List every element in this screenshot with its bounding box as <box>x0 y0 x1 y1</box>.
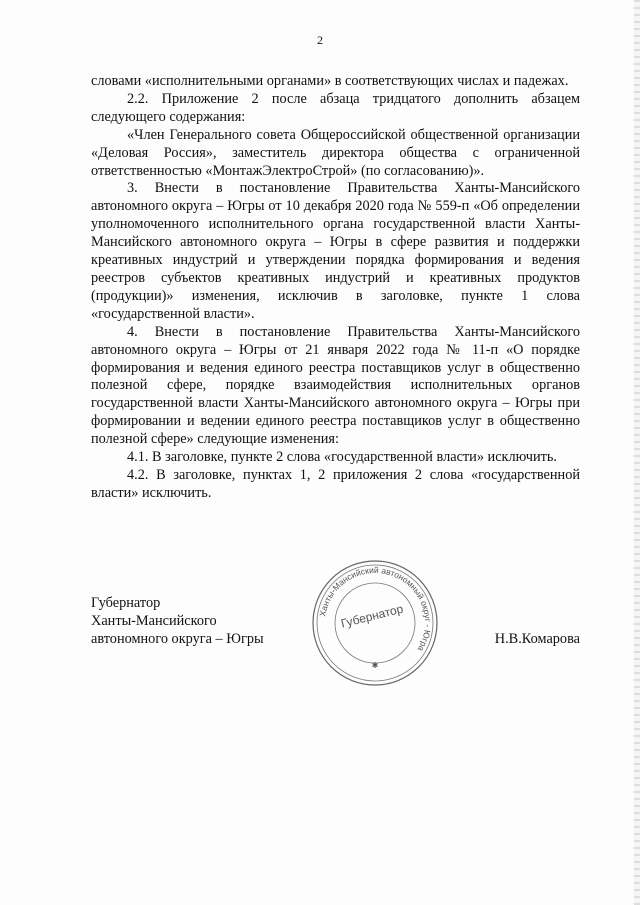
document-body <box>91 73 580 503</box>
page-number: 2 <box>317 33 323 47</box>
seal-star-icon: ✱ <box>371 661 379 670</box>
signature-block <box>91 595 580 649</box>
seal-ring-text: Ханты-Мансийский автономный округ - Югра <box>317 564 434 654</box>
position-line-3: автономного округа – Югры <box>91 630 264 647</box>
signatory-name: Н.В.Комарова <box>494 630 580 647</box>
scan-edge <box>634 0 640 905</box>
position-line-1: Губернатор <box>91 595 161 611</box>
position-line-2: Ханты-Мансийского <box>91 612 217 629</box>
seal-center-text: Губернатор <box>339 601 405 631</box>
paragraph-2-2: 2.2. Приложение 2 после абзаца тридцатого дополнить абзацем следующего содержания: <box>91 90 580 125</box>
paragraph-continuation: словами «исполнительными органами» в соответствующих числах и падежах. <box>91 73 569 89</box>
paragraph-quote: «Член Генерального совета Общероссийской общественной организации «Деловая Россия», заместитель директора общества с ограниченной ответственностью «МонтажЭлектроСтрой» (по согласованию)». <box>91 126 580 179</box>
paragraph-4-1: 4.1. В заголовке, пункте 2 слова «государственной власти» исключить. <box>127 449 557 466</box>
paragraph-4: 4. Внести в постановление Правительства Ханты-Мансийского автономного округа – Югры от 21 января 2022 года № 11-п «О порядке формирования и ведения единого реестра поставщиков услуг в общественно полезной сфере, порядке взаимодействия исполнительных органов государственной власти Ханты-Мансийского автономного округа – Югры при формировании и ведении единого реестра поставщиков услуг в общественно полезной сфере» следующие изменения: <box>91 323 580 448</box>
paragraph-3: 3. Внести в постановление Правительства Ханты-Мансийского автономного округа – Югры от 10 декабря 2020 года № 559-п «Об определении уполномоченного исполнительного органа государственной власти Ханты-Мансийского автономного округа – Югры в сфере развития и поддержки креативных индустрий и утверждении порядка формирования и ведения реестров субъектов креативных индустрий и креативных продуктов (продукции)» изменения, исключив в заголовке, пункте 1 слова «государственной власти». <box>91 180 580 322</box>
paragraph-4-2: 4.2. В заголовке, пунктах 1, 2 приложения 2 слова «государственной власти» исключить. <box>91 466 580 501</box>
